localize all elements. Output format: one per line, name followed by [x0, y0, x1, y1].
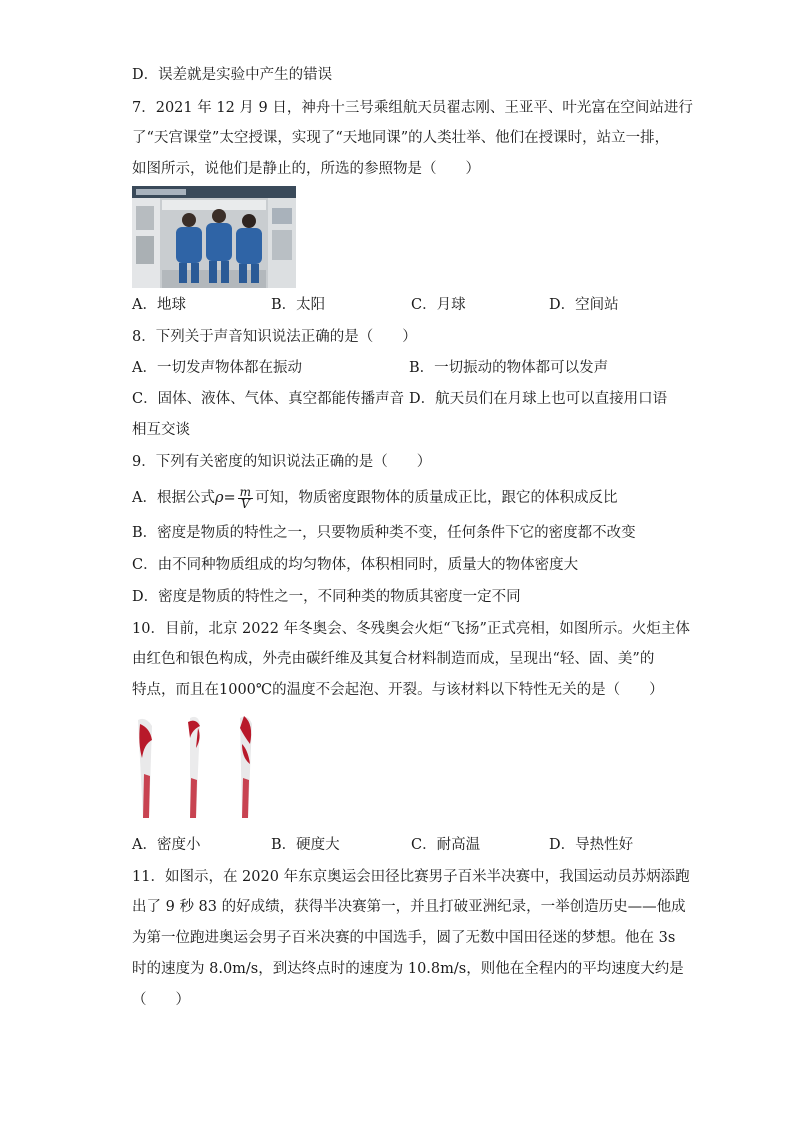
torch-3	[240, 716, 252, 818]
q8-options-row-2	[132, 388, 668, 410]
q10-option-a: A．密度小	[132, 837, 201, 853]
q7-stem-line-2: 了“天宫课堂”太空授课，实现了“天地同课”的人类壮举、他们在授课时，站立一排，	[132, 130, 670, 146]
q10-options	[132, 834, 652, 856]
q9-option-d: D．密度是物质的特性之一，不同种类的物质其密度一定不同	[132, 589, 521, 605]
q7-options	[132, 294, 652, 316]
q7-stem-line-1: 7．2021 年 12 月 9 日，神舟十三号乘组航天员翟志刚、王亚平、叶光富在空间站进行	[132, 100, 693, 116]
torch-2	[188, 717, 200, 818]
q8-option-a: A．一切发声物体都在振动	[132, 360, 302, 376]
formula-fraction	[238, 484, 253, 511]
q9-stem: 9．下列有关密度的知识说法正确的是（ ）	[132, 454, 432, 470]
formula-denominator: V	[241, 496, 250, 511]
q7-option-a: A．地球	[132, 297, 186, 313]
q8-option-c: C．固体、液体、气体、真空都能传播声音	[132, 391, 405, 407]
q7-option-c: C．月球	[411, 297, 466, 313]
q6-option-d: D．误差就是实验中产生的错误	[132, 67, 333, 83]
formula-equals: =	[223, 490, 236, 506]
q11-stem-line-3: 为第一位跑进奥运会男子百米决赛的中国选手，圆了无数中国田径迷的梦想。他在 3s	[132, 930, 676, 946]
space-station-astronauts-photo	[132, 186, 296, 288]
q7-stem-line-3: 如图所示，说他们是静止的，所选的参照物是（ ）	[132, 161, 480, 177]
density-formula	[214, 484, 255, 511]
q11-stem-line-1: 11．如图示，在 2020 年东京奥运会田径比赛男子百米半决赛中，我国运动员苏炳添跑	[132, 869, 690, 885]
q9-option-b: B．密度是物质的特性之一，只要物质种类不变，任何条件下它的密度都不改变	[132, 525, 636, 541]
q8-option-b: B．一切振动的物体都可以发声	[409, 360, 609, 376]
formula-numerator: m	[239, 484, 252, 499]
q8-stem: 8．下列关于声音知识说法正确的是（ ）	[132, 329, 417, 345]
q9-option-a-suffix: 可知，物质密度跟物体的质量成正比，跟它的体积成反比	[255, 490, 618, 506]
formula-rho: ρ	[214, 490, 224, 506]
q10-stem-line-2: 由红色和银色构成，外壳由碳纤维及其复合材料制造而成，呈现出“轻、固、美”的	[132, 651, 655, 667]
q11-stem-line-2: 出了 9 秒 83 的好成绩，获得半决赛第一，并且打破亚洲纪录，一举创造历史——他成	[132, 899, 686, 915]
torch-1	[138, 719, 152, 818]
q10-option-d: D．导热性好	[549, 837, 634, 853]
q8-option-d: D．航天员们在月球上也可以直接用口语	[409, 391, 668, 407]
q9-option-a	[132, 485, 618, 511]
q11-stem-line-5: （ ）	[132, 992, 190, 1008]
q8-option-d-continued: 相互交谈	[132, 422, 190, 438]
q9-option-c: C．由不同种物质组成的均匀物体，体积相同时，质量大的物体密度大	[132, 557, 579, 573]
q10-option-b: B．硬度大	[271, 837, 340, 853]
q10-stem-line-3: 特点，而且在1000℃的温度不会起泡、开裂。与该材料以下特性无关的是（ ）	[132, 682, 664, 698]
q7-option-b: B．太阳	[271, 297, 326, 313]
q10-stem-line-1: 10．目前，北京 2022 年冬奥会、冬残奥会火炬“飞扬”正式亮相，如图所示。火炬主体	[132, 621, 690, 637]
q8-options-row-1	[132, 357, 652, 379]
q10-option-c: C．耐高温	[411, 837, 481, 853]
olympic-torch-images	[132, 714, 272, 822]
q7-option-d: D．空间站	[549, 297, 619, 313]
q11-stem-line-4: 时的速度为 8.0m/s，到达终点时的速度为 10.8m/s，则他在全程内的平均速度大约是	[132, 961, 684, 977]
q9-option-a-prefix: A．根据公式	[132, 490, 215, 506]
